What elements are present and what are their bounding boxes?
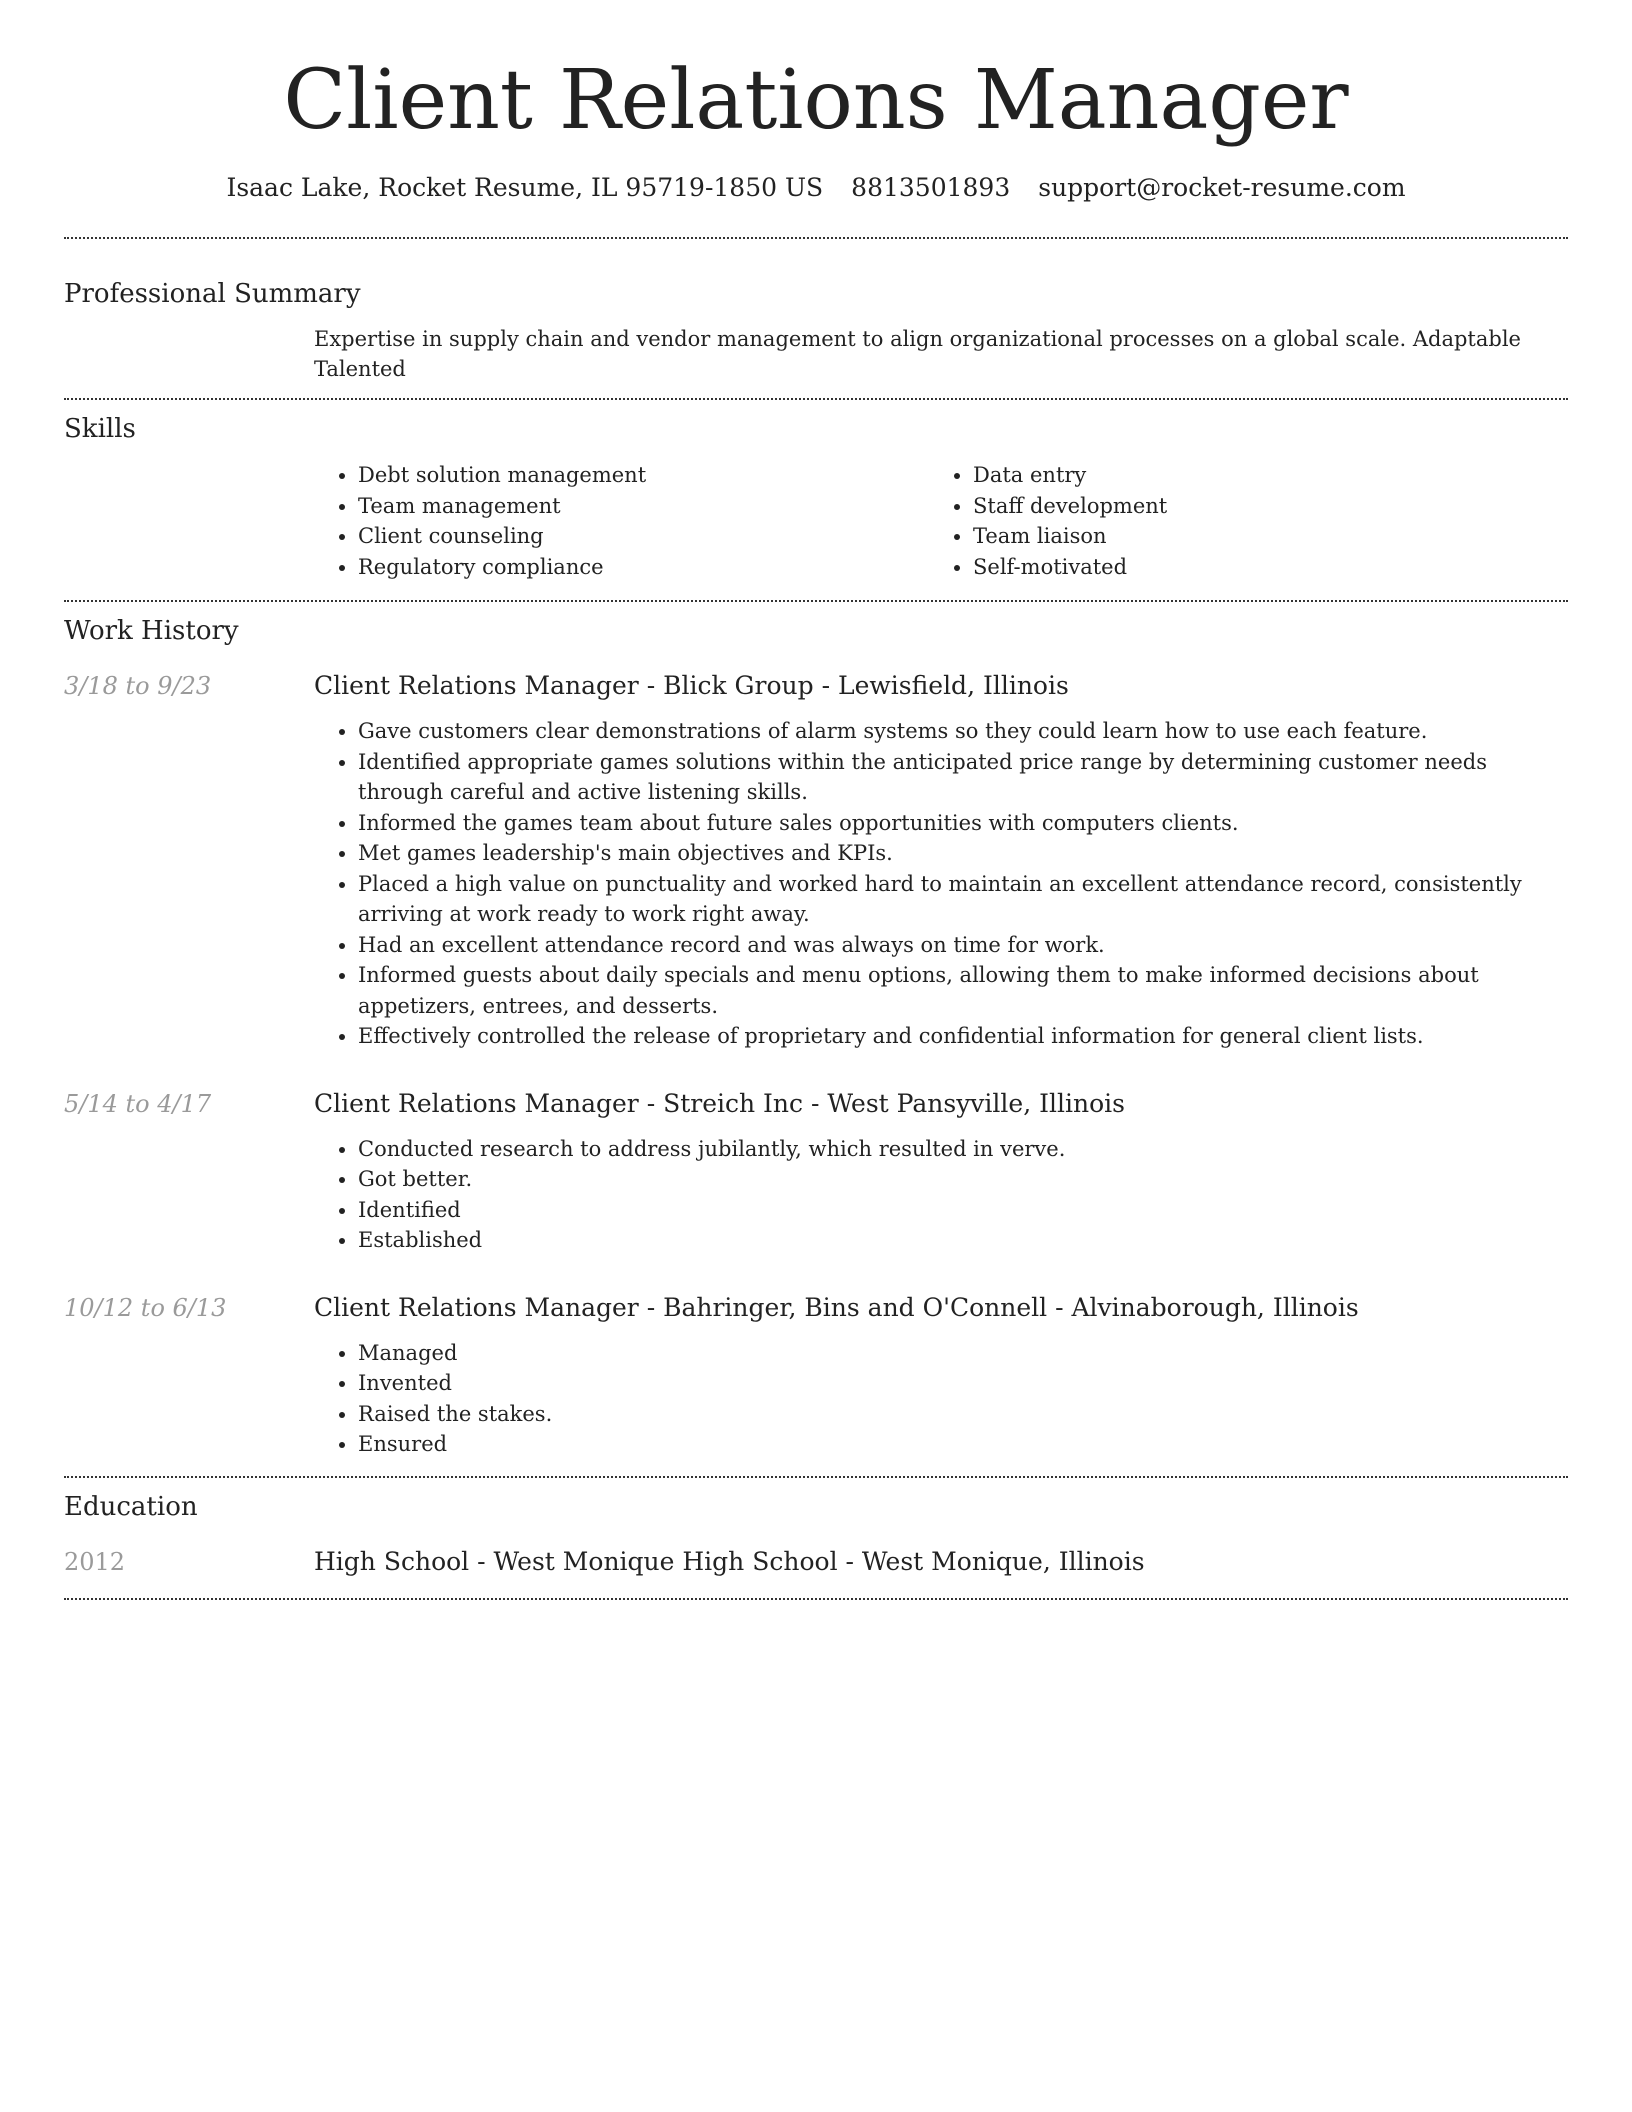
skill-item: • Data entry (973, 460, 1544, 491)
job-bullet: • Ensured (358, 1429, 1568, 1460)
contact-address: Isaac Lake, Rocket Resume, IL 95719-1850 US (226, 173, 824, 202)
resume-page (64, 0, 1568, 1600)
education-title: High School - West Monique High School - West Monique, Illinois (314, 1546, 1145, 1576)
job-bullets (314, 716, 1568, 1052)
job-title: Client Relations Manager - Bahringer, Bins and O'Connell - Alvinaborough, Illinois (314, 1292, 1359, 1322)
job-bullets (314, 1338, 1568, 1460)
job-entry (64, 670, 1568, 1052)
section-heading-education: Education (64, 1491, 198, 1522)
skills-bullets-right (929, 460, 1544, 582)
skills-list (314, 460, 1568, 582)
divider (64, 600, 1568, 602)
job-bullet: • Met games leadership's main objectives and KPIs. (358, 838, 1568, 869)
job-bullet: • Established (358, 1225, 1568, 1256)
job-bullet: • Effectively controlled the release of proprietary and confidential information for general client lists. (358, 1021, 1568, 1052)
skills-column-left (314, 460, 929, 582)
section-heading-summary: Professional Summary (64, 279, 361, 309)
contact-email: support@rocket-resume.com (1038, 173, 1406, 202)
job-entry (64, 1292, 1568, 1460)
job-bullet: • Informed guests about daily specials and menu options, allowing them to make informed decisions about appetizers, entrees, and desserts. (358, 960, 1568, 1021)
summary-text: Expertise in supply chain and vendor management to align organizational processes on a global scale. Adaptable Talented (314, 327, 1521, 381)
education-body (314, 1546, 1568, 1578)
job-dates: 5/14 to 4/17 (64, 1089, 212, 1118)
job-title: Client Relations Manager - Blick Group - Lewisfield, Illinois (314, 671, 1069, 700)
job-dates: 3/18 to 9/23 (64, 672, 212, 700)
skill-item: • Debt solution management (358, 460, 929, 491)
job-body (314, 1292, 1568, 1460)
skill-item: • Self-motivated (973, 552, 1544, 583)
job-bullet: • Had an excellent attendance record and was always on time for work. (358, 930, 1568, 961)
section-heading-skills: Skills (64, 414, 136, 444)
job-bullet: • Informed the games team about future sales opportunities with computers clients. (358, 808, 1568, 839)
job-bullet: • Placed a high value on punctuality and worked hard to maintain an excellent attendance record, consistently arriving at work ready to work right away. (358, 869, 1568, 930)
skill-item: • Staff development (973, 491, 1544, 522)
education-year: 2012 (64, 1547, 126, 1576)
divider (64, 398, 1568, 400)
job-bullet: • Got better. (358, 1164, 1568, 1195)
job-body (314, 1088, 1568, 1256)
divider (64, 237, 1568, 239)
education-entry (64, 1546, 1568, 1578)
job-bullet: • Managed (358, 1338, 1568, 1369)
job-dates: 10/12 to 6/13 (64, 1293, 227, 1322)
job-title: Client Relations Manager - Streich Inc - West Pansyville, Illinois (314, 1088, 1125, 1118)
skills-column-right (929, 460, 1544, 582)
job-bullet: • Invented (358, 1368, 1568, 1399)
job-bullet: • Raised the stakes. (358, 1399, 1568, 1430)
job-bullets (314, 1134, 1568, 1256)
skill-item: • Regulatory compliance (358, 552, 929, 583)
job-bullet: • Identified (358, 1195, 1568, 1226)
divider (64, 1598, 1568, 1600)
contact-line (64, 172, 1568, 204)
skills-bullets-left (314, 460, 929, 582)
section-heading-work-history: Work History (64, 616, 239, 646)
contact-phone: 8813501893 (851, 173, 1011, 202)
job-body (314, 670, 1568, 1052)
resume-title: Client Relations Manager (283, 53, 1349, 148)
skill-item: • Team management (358, 491, 929, 522)
divider (64, 1476, 1568, 1478)
job-bullet: • Conducted research to address jubilantly, which resulted in verve. (358, 1134, 1568, 1165)
job-bullet: • Identified appropriate games solutions within the anticipated price range by determining customer needs through careful and active listening skills. (358, 747, 1568, 808)
skill-item: • Client counseling (358, 521, 929, 552)
job-bullet: • Gave customers clear demonstrations of alarm systems so they could learn how to use each feature. (358, 716, 1568, 747)
skill-item: • Team liaison (973, 521, 1544, 552)
job-entry (64, 1088, 1568, 1256)
